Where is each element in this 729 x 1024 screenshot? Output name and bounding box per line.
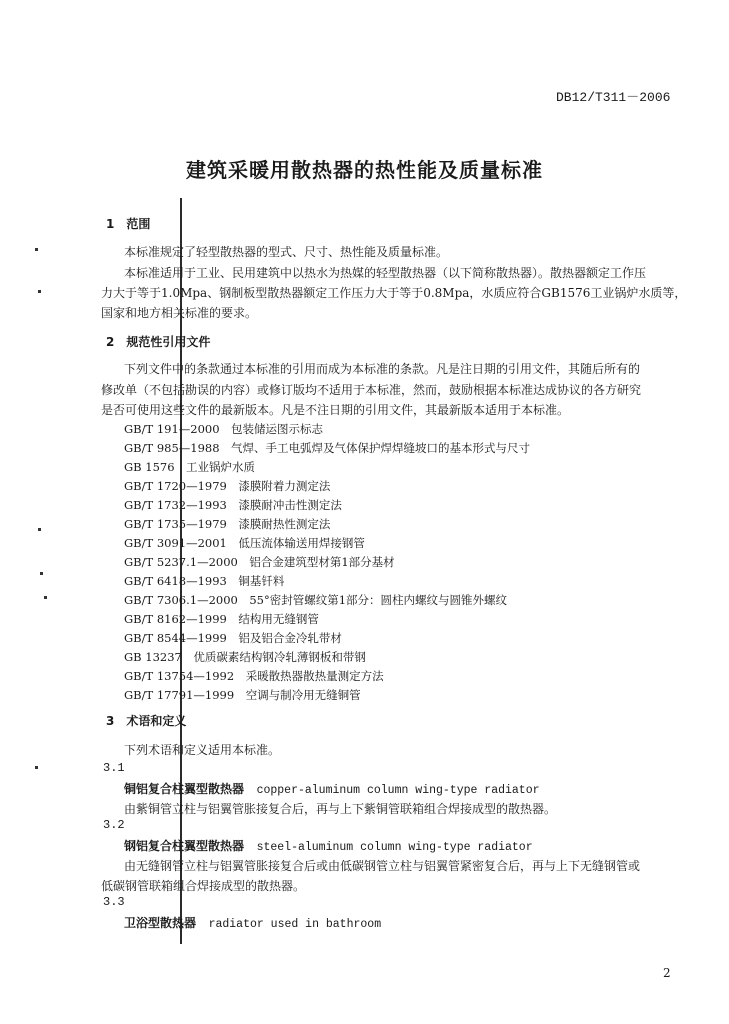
paragraph-line: 力大于等于1.0Mpa、钢制板型散热器额定工作压力大于等于0.8Mpa，水质应符合GB1576工业锅炉水质等， — [101, 286, 687, 300]
reference-item: GB/T 191—2000 包装储运图示标志 — [124, 422, 324, 436]
term-number: 3.2 — [103, 818, 125, 832]
term-definition-line: 由无缝钢管立柱与铝翼管胀接复合后或由低碳钢管立柱与铝翼管紧密复合后，再与上下无缝钢管或 — [124, 859, 641, 873]
term-definition-line: 由紫铜管立柱与铝翼管胀接复合后，再与上下紫铜管联箱组合焊接成型的散热器。 — [124, 802, 557, 816]
term-title — [124, 780, 540, 797]
paragraph-line: 本标准适用于工业、民用建筑中以热水为热媒的轻型散热器（以下简称散热器）。散热器额定工作压 — [124, 266, 647, 280]
reference-item: GB/T 7306.1—2000 55°密封管螺纹第1部分：圆柱内螺纹与圆锥外螺纹 — [124, 593, 508, 607]
page-title: 建筑采暖用散热器的热性能及质量标准 — [186, 158, 543, 182]
section-heading-terms-definitions: 3 术语和定义 — [106, 714, 187, 728]
scan-speck — [38, 290, 41, 293]
document-number: DB12/T311－2006 — [556, 90, 671, 105]
scan-speck — [40, 572, 43, 575]
reference-item: GB/T 1720—1979 漆膜附着力测定法 — [124, 479, 331, 493]
reference-item: GB/T 1735—1979 漆膜耐热性测定法 — [124, 517, 331, 531]
term-chinese: 钢铝复合柱翼型散热器 — [124, 839, 245, 853]
term-english: copper-aluminum column wing-type radiator — [256, 784, 540, 797]
paragraph-line: 本标准规定了轻型散热器的型式、尺寸、热性能及质量标准。 — [124, 245, 449, 259]
term-number: 3.3 — [103, 895, 125, 909]
scan-speck — [35, 766, 38, 769]
paragraph-line: 下列术语和定义适用本标准。 — [124, 743, 281, 757]
paragraph-line: 国家和地方相关标准的要求。 — [101, 306, 258, 320]
paragraph-line: 下列文件中的条款通过本标准的引用而成为本标准的条款。凡是注日期的引用文件，其随后所有的 — [124, 362, 641, 376]
reference-item: GB/T 3091—2001 低压流体输送用焊接钢管 — [124, 536, 365, 550]
paragraph-line: 修改单（不包括勘误的内容）或修订版均不适用于本标准，然而，鼓励根据本标准达成协议的各方研究 — [101, 383, 642, 397]
reference-item: GB/T 6418—1993 铜基钎料 — [124, 574, 285, 588]
term-number: 3.1 — [103, 761, 125, 775]
reference-item: GB/T 8544—1999 铝及铝合金冷轧带材 — [124, 631, 342, 645]
reference-item: GB/T 985—1988 气焊、手工电弧焊及气体保护焊焊缝坡口的基本形式与尺寸 — [124, 441, 531, 455]
paragraph-line: 是否可使用这些文件的最新版本。凡是不注日期的引用文件，其最新版本适用于本标准。 — [101, 403, 570, 417]
section-heading-scope: 1 范围 — [106, 217, 151, 231]
term-definition-line: 低碳钢管联箱组合焊接成型的散热器。 — [101, 879, 306, 893]
term-english: steel-aluminum column wing-type radiator — [256, 841, 533, 854]
term-title — [124, 837, 533, 854]
term-title — [124, 914, 381, 931]
reference-item: GB/T 8162—1999 结构用无缝钢管 — [124, 612, 319, 626]
reference-item: GB 1576 工业锅炉水质 — [124, 460, 256, 474]
reference-item: GB/T 13754—1992 采暖散热器散热量测定方法 — [124, 669, 384, 683]
page-number: 2 — [663, 966, 671, 980]
reference-item: GB 13237 优质碳素结构钢冷轧薄钢板和带钢 — [124, 650, 366, 664]
section-heading-normative-references: 2 规范性引用文件 — [106, 335, 211, 349]
scan-speck — [44, 596, 47, 599]
reference-item: GB/T 17791—1999 空调与制冷用无缝铜管 — [124, 688, 361, 702]
scan-speck — [35, 248, 38, 251]
reference-item: GB/T 1732—1993 漆膜耐冲击性测定法 — [124, 498, 342, 512]
reference-item: GB/T 5237.1—2000 铝合金建筑型材第1部分基材 — [124, 555, 395, 569]
scan-speck — [38, 528, 41, 531]
term-english: radiator used in bathroom — [208, 918, 382, 931]
term-chinese: 卫浴型散热器 — [124, 916, 197, 930]
term-chinese: 铜铝复合柱翼型散热器 — [124, 782, 245, 796]
